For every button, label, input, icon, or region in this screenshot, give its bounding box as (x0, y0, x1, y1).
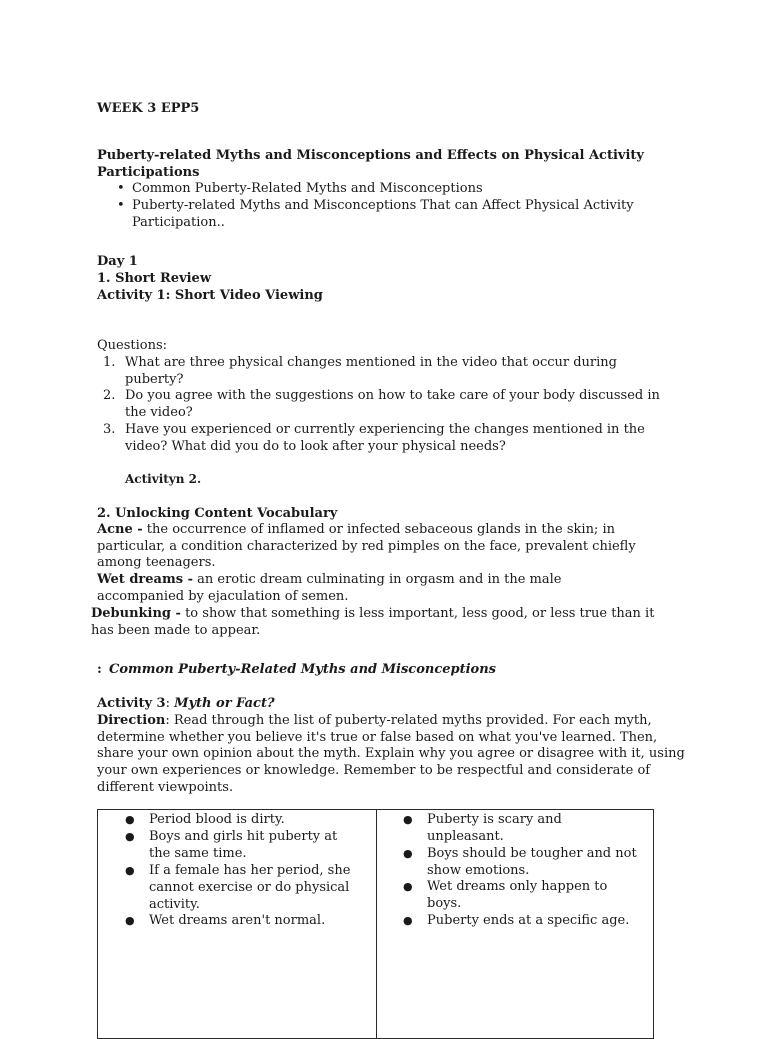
term-wet-dreams: Wet dreams - (97, 572, 193, 587)
term-debunking: Debunking - (91, 606, 181, 621)
term-acne: Acne - (97, 522, 143, 537)
definition-text: to show that something is less important, less good, or less true than it (180, 606, 655, 621)
direction-text-cont: different viewpoints. (97, 780, 234, 795)
myth-item (403, 912, 630, 929)
myth-text-cont: the same time. (149, 846, 247, 861)
activity3-title: Myth or Fact? (174, 696, 275, 711)
questions-label: Questions: (97, 338, 168, 353)
myth-item (403, 811, 562, 845)
definition-text-cont: accompanied by ejaculation of semen. (97, 589, 349, 604)
section-title: Common Puberty-Related Myths and Misconceptions (109, 662, 496, 677)
activity2-heading: Activityn 2. (125, 472, 202, 486)
section-prefix: : (97, 662, 102, 677)
myth-text: Period blood is dirty. (149, 812, 285, 827)
question-text-cont: the video? (125, 405, 193, 420)
question-text-cont: puberty? (125, 372, 184, 387)
bullet-icon: ● (125, 864, 135, 877)
page-title-cont: Participations (97, 165, 200, 180)
question-text: Have you experienced or currently experiencing the changes mentioned in the (125, 422, 645, 437)
myth-item (125, 912, 326, 929)
definition-wet-dreams (97, 571, 561, 588)
bullet-icon: ● (125, 914, 135, 927)
bullet-icon: ● (125, 813, 135, 826)
definition-debunking (91, 605, 654, 622)
myth-item (125, 828, 338, 862)
topic-item: Puberty-related Myths and Misconceptions That can Affect Physical Activity (132, 198, 634, 213)
direction-text-cont: your own experiences or knowledge. Remember to be respectful and considerate of (97, 763, 651, 778)
myth-text: Puberty is scary and (427, 812, 562, 827)
bullet-icon: ● (403, 914, 413, 927)
direction-text-cont: share your own opinion about the myth. Explain why you agree or disagree with it, using (97, 746, 685, 761)
short-review-heading: 1. Short Review (97, 271, 212, 286)
activity1-heading: Activity 1: Short Video Viewing (97, 288, 323, 303)
definition-acne (97, 521, 615, 538)
myths-column-right (377, 810, 654, 1039)
myth-text-cont: activity. (149, 897, 200, 912)
topic-item-cont: Participation.. (132, 215, 225, 230)
bullet-icon: ● (125, 830, 135, 843)
myth-text: Boys should be tougher and not (427, 846, 637, 861)
myth-text: Wet dreams only happen to (427, 879, 608, 894)
myth-text-cont: cannot exercise or do physical (149, 880, 350, 895)
myths-table (97, 809, 654, 1039)
myth-text: Puberty ends at a specific age. (427, 913, 630, 928)
myth-item (403, 845, 637, 879)
definition-text-cont: particular, a condition characterized by red pimples on the face, prevalent chiefly (97, 539, 636, 554)
definition-text: the occurrence of inflamed or infected sebaceous glands in the skin; in (142, 522, 615, 537)
activity3-heading (97, 695, 275, 712)
question-number: 1. (103, 355, 116, 370)
question-text-cont: video? What did you do to look after your physical needs? (125, 439, 506, 454)
direction-text-cont: determine whether you believe it's true or false based on what you've learned. Then, (97, 730, 658, 745)
myth-item (125, 862, 351, 913)
myth-text: Wet dreams aren't normal. (149, 913, 326, 928)
myths-column-left (98, 810, 377, 1039)
vocabulary-heading: 2. Unlocking Content Vocabulary (97, 506, 338, 521)
question-text: Do you agree with the suggestions on how to take care of your body discussed in (125, 388, 660, 403)
topic-item: Common Puberty-Related Myths and Misconceptions (132, 181, 483, 196)
activity3-label: Activity 3 (97, 696, 166, 711)
bullet-icon: • (117, 198, 125, 213)
definition-text: an erotic dream culminating in orgasm and in the male (192, 572, 562, 587)
myth-text-cont: unpleasant. (427, 829, 504, 844)
myth-text: Boys and girls hit puberty at (149, 829, 338, 844)
page-title: Puberty-related Myths and Misconceptions and Effects on Physical Activity (97, 148, 644, 163)
bullet-icon: ● (403, 880, 413, 893)
direction-label: Direction (97, 713, 166, 728)
bullet-icon: • (117, 181, 125, 196)
myth-text: If a female has her period, she (149, 863, 351, 878)
activity3-colon: : (165, 696, 170, 711)
myth-item (125, 811, 285, 828)
myth-text-cont: show emotions. (427, 863, 530, 878)
bullet-icon: ● (403, 813, 413, 826)
question-text: What are three physical changes mentioned in the video that occur during (125, 355, 618, 370)
day-label: Day 1 (97, 254, 138, 269)
definition-text-cont: among teenagers. (97, 555, 216, 570)
definition-text-cont: has been made to appear. (91, 623, 261, 638)
bullet-icon: ● (403, 847, 413, 860)
question-number: 3. (103, 422, 116, 437)
myth-text-cont: boys. (427, 896, 462, 911)
direction-text: : Read through the list of puberty-related myths provided. For each myth, (165, 713, 652, 728)
week-label: WEEK 3 EPP5 (97, 101, 200, 116)
myth-item (403, 878, 608, 912)
question-number: 2. (103, 388, 116, 403)
direction-line (97, 712, 652, 729)
